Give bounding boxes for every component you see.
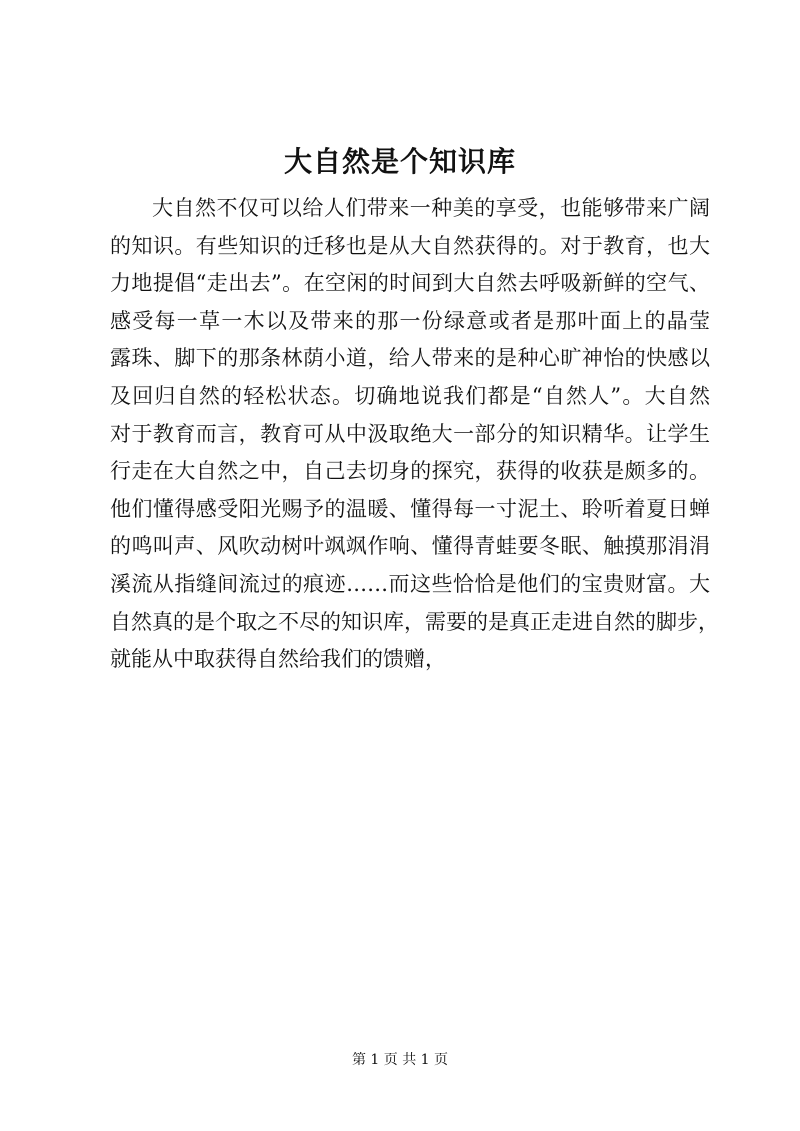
paragraph-line: 的鸣叫声、风吹动树叶飒飒作响、懂得青蛙要冬眠、触摸那涓涓 (110, 534, 710, 559)
paragraph-line: 感受每一草一木以及带来的那一份绿意或者是那叶面上的晶莹 (110, 308, 710, 333)
paragraph-line: 力地提倡“走出去”。在空闲的时间到大自然去呼吸新鲜的空气、 (110, 271, 710, 296)
paragraph-line: 自然真的是个取之不尽的知识库，需要的是真正走进自然的脚步， (110, 609, 719, 634)
paragraph-line: 及回归自然的轻松状态。切确地说我们都是“自然人”。大自然 (110, 383, 710, 408)
paragraph-line: 就能从中取获得自然给我们的馈赠， (110, 647, 446, 672)
paragraph-line: 他们懂得感受阳光赐予的温暖、懂得每一寸泥土、聆听着夏日蝉 (110, 496, 710, 521)
paragraph-line: 溪流从指缝间流过的痕迹……而这些恰恰是他们的宝贵财富。大 (110, 571, 710, 596)
paragraph-line: 大自然不仅可以给人们带来一种美的享受，也能够带来广阔 (152, 196, 710, 220)
paragraph-line: 行走在大自然之中，自己去切身的探究，获得的收获是颇多的。 (110, 459, 710, 484)
paragraph-line: 露珠、脚下的那条林荫小道，给人带来的是种心旷神怡的快感以 (110, 346, 710, 371)
paragraph-line: 的知识。有些知识的迁移也是从大自然获得的。对于教育，也大 (110, 233, 710, 258)
body-paragraph (110, 190, 719, 679)
page-footer: 第 1 页 共 1 页 (351, 1052, 449, 1068)
document-title: 大自然是个知识库 (283, 145, 516, 178)
paragraph-line: 对于教育而言，教育可从中汲取绝大一部分的知识精华。让学生 (110, 421, 710, 446)
